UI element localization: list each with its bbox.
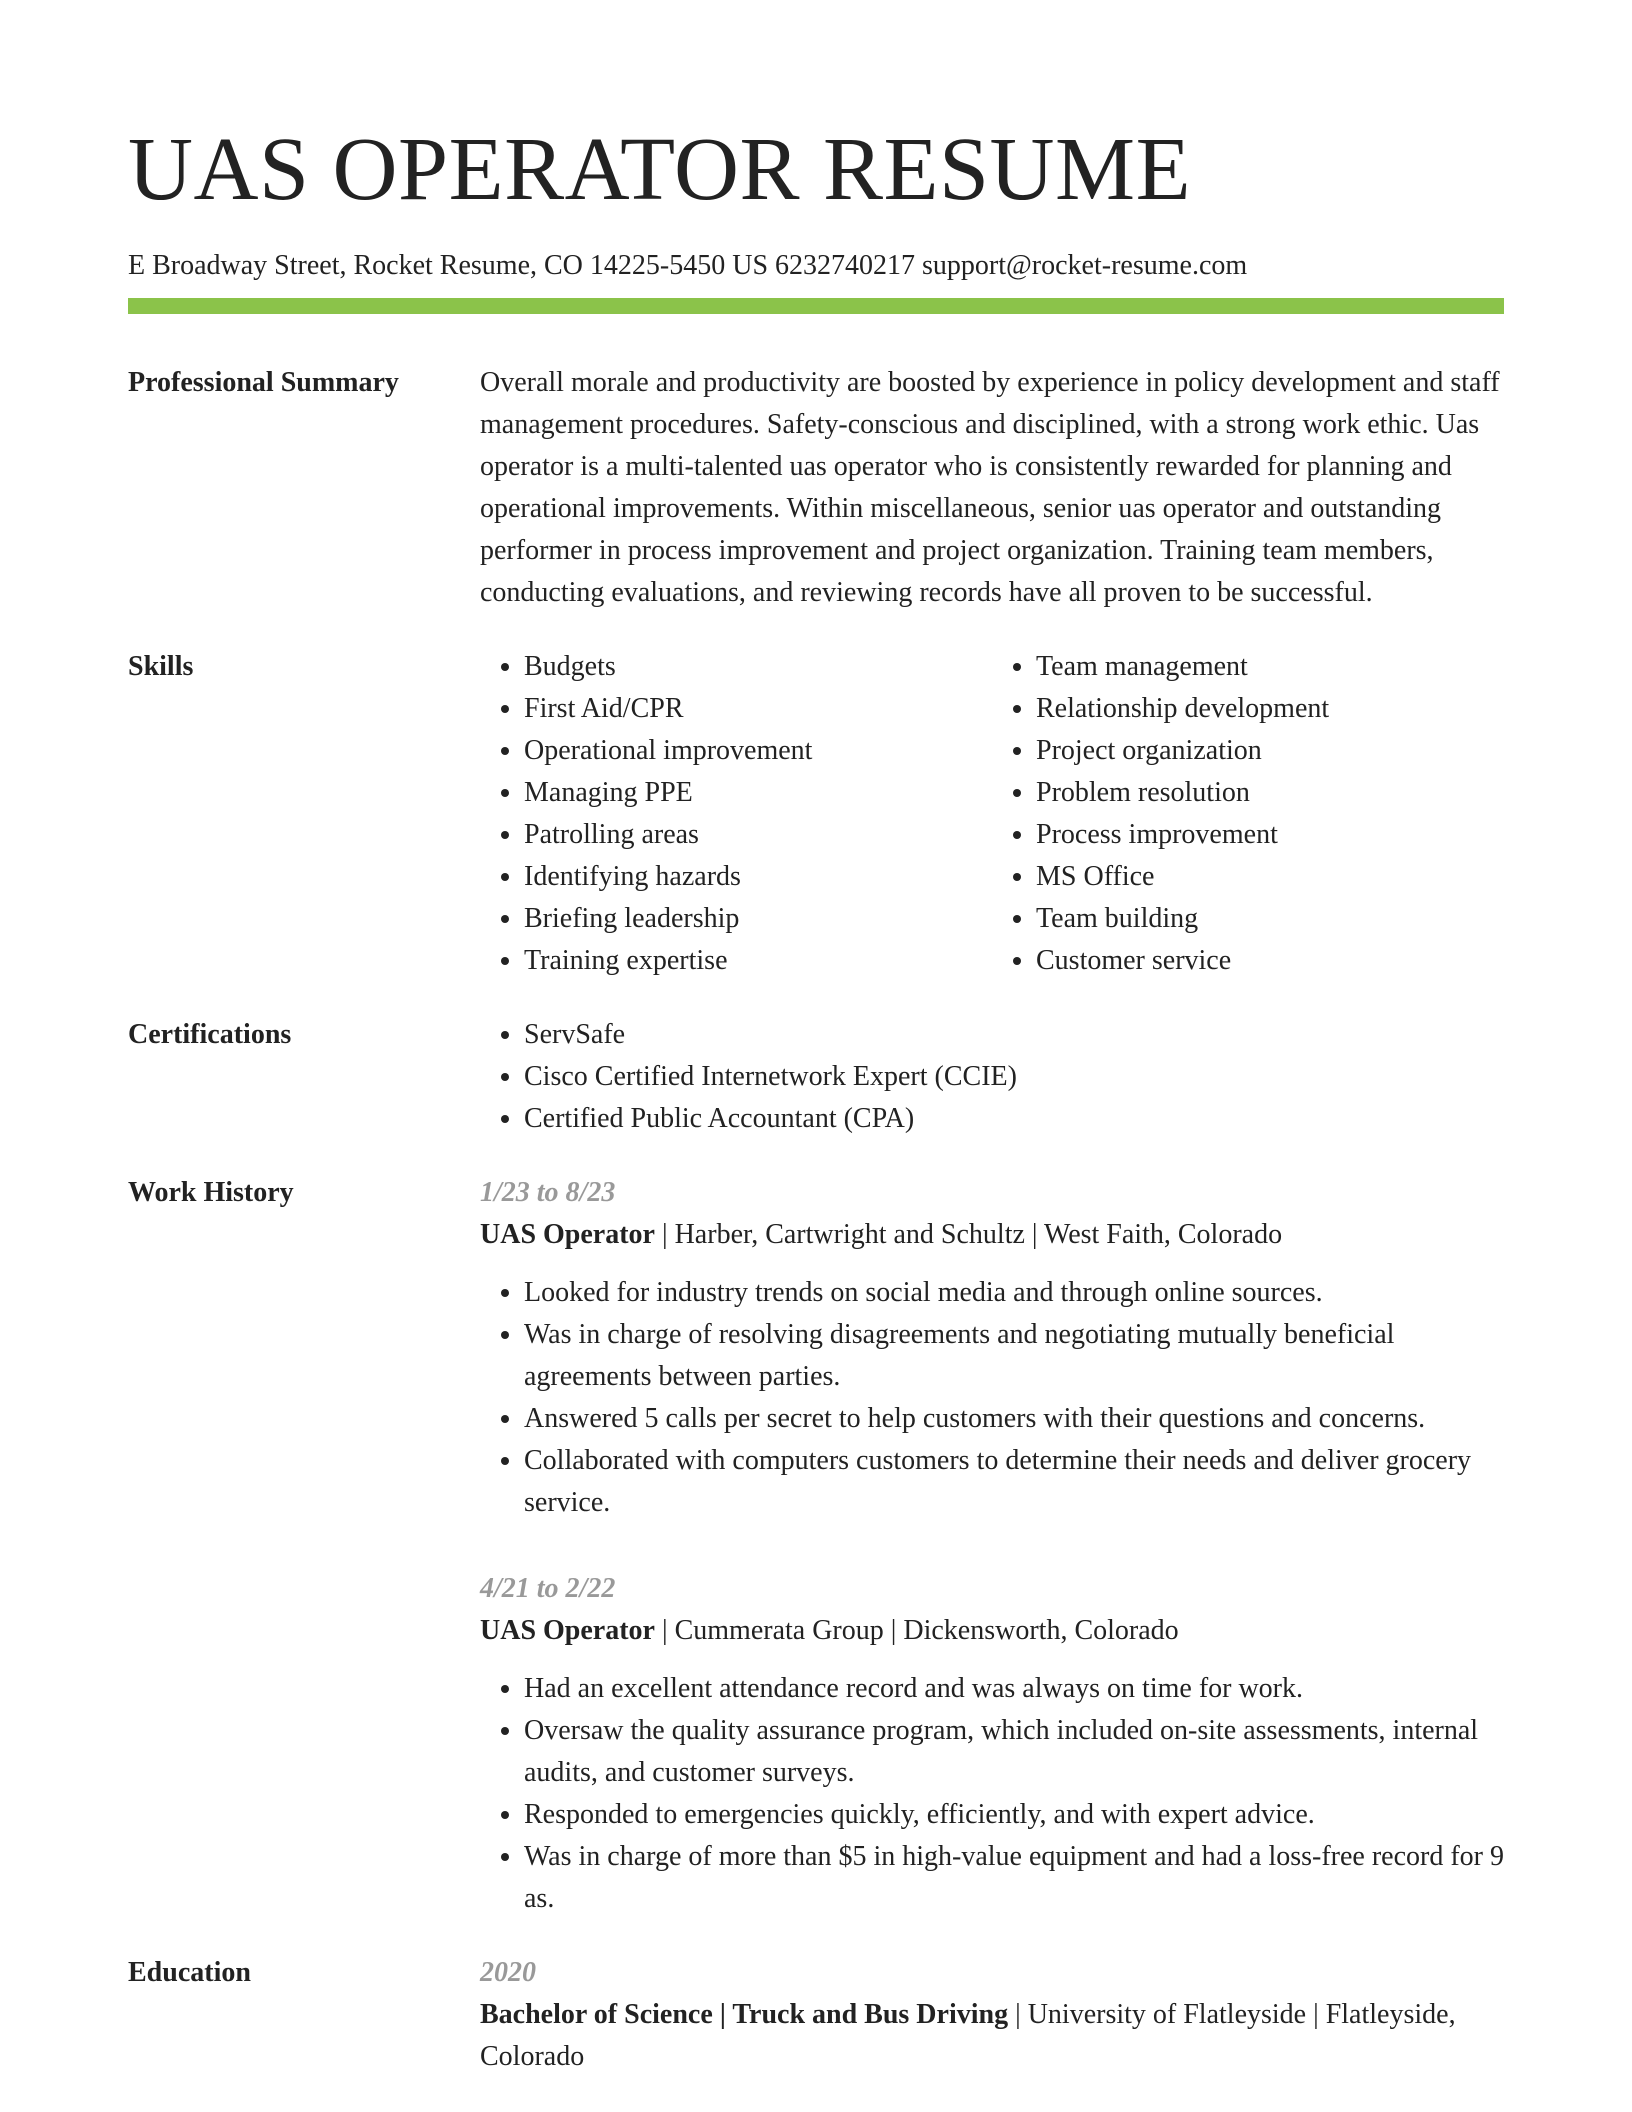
- job-dates: 1/23 to 8/23: [480, 1177, 616, 1208]
- job-details: | Cummerata Group | Dickensworth, Colorado: [654, 1615, 1179, 1646]
- skill-item: • Training expertise: [524, 940, 992, 982]
- skill-item: • Identifying hazards: [524, 856, 992, 898]
- certification-item: • Certified Public Accountant (CPA): [524, 1098, 1504, 1140]
- skill-item: • Team building: [1036, 898, 1504, 940]
- skill-item: • Briefing leadership: [524, 898, 992, 940]
- education-degree: Bachelor of Science | Truck and Bus Driving: [480, 1999, 1009, 2030]
- contact-line: E Broadway Street, Rocket Resume, CO 14225-5450 US 6232740217 support@rocket-resume.com: [128, 250, 1248, 281]
- skill-item: • Patrolling areas: [524, 814, 992, 856]
- skills-section: [128, 646, 1504, 982]
- resume-page: [128, 0, 1504, 2078]
- job-dates: 4/21 to 2/22: [480, 1573, 616, 1604]
- job-header: [480, 1610, 1504, 1652]
- education-label: Education: [128, 1957, 251, 1988]
- skill-item: • Project organization: [1036, 730, 1504, 772]
- job-bullets: [480, 1668, 1504, 1920]
- skills-list-left: [480, 646, 992, 982]
- job-entry: [480, 1568, 1504, 1920]
- work-history-section: [128, 1172, 1504, 1920]
- skill-item: • Operational improvement: [524, 730, 992, 772]
- skills-label: Skills: [128, 651, 194, 682]
- skill-item: • Relationship development: [1036, 688, 1504, 730]
- work-history-label: Work History: [128, 1177, 294, 1208]
- job-bullets: [480, 1272, 1504, 1524]
- job-header: [480, 1214, 1504, 1256]
- summary-section: [128, 362, 1504, 614]
- job-bullet: • Was in charge of resolving disagreements and negotiating mutually beneficial agreements between parties.: [524, 1314, 1504, 1398]
- job-title: UAS Operator: [480, 1615, 655, 1646]
- skill-item: • Problem resolution: [1036, 772, 1504, 814]
- certification-item: • ServSafe: [524, 1014, 1504, 1056]
- summary-text: Overall morale and productivity are boosted by experience in policy development and staff management procedures. Safety-conscious and disciplined, with a strong work ethic. Uas operator is a multi-talented uas operator who is consistently rewarded for planning and operational improvements. Within miscellaneous, senior uas operator and outstanding performer in process improvement and project organization. Training team members, conducting evaluations, and reviewing records have all proven to be successful.: [480, 367, 1500, 608]
- job-bullet: • Answered 5 calls per secret to help customers with their questions and concerns.: [524, 1398, 1504, 1440]
- skill-item: • Team management: [1036, 646, 1504, 688]
- certifications-list: [480, 1014, 1504, 1140]
- job-entry: [480, 1172, 1504, 1524]
- skill-item: • First Aid/CPR: [524, 688, 992, 730]
- job-bullet: • Collaborated with computers customers to determine their needs and deliver grocery service.: [524, 1440, 1504, 1524]
- job-bullet: • Looked for industry trends on social media and through online sources.: [524, 1272, 1504, 1314]
- certifications-section: [128, 1014, 1504, 1140]
- job-title: UAS Operator: [480, 1219, 655, 1250]
- education-school: | University of Flatleyside | Flatleyside, Colorado: [480, 1999, 1456, 2072]
- skills-list-right: [992, 646, 1504, 982]
- skill-item: • Managing PPE: [524, 772, 992, 814]
- job-bullet: • Was in charge of more than $5 in high-value equipment and had a loss-free record for 9 as.: [524, 1836, 1504, 1920]
- skill-item: • Budgets: [524, 646, 992, 688]
- job-bullet: • Had an excellent attendance record and was always on time for work.: [524, 1668, 1504, 1710]
- skill-item: • Customer service: [1036, 940, 1504, 982]
- skill-item: • Process improvement: [1036, 814, 1504, 856]
- skill-item: • MS Office: [1036, 856, 1504, 898]
- education-details: [480, 1994, 1504, 2078]
- education-year: 2020: [480, 1957, 536, 1988]
- education-section: [128, 1952, 1504, 2078]
- job-details: | Harber, Cartwright and Schultz | West Faith, Colorado: [654, 1219, 1283, 1250]
- job-bullet: • Responded to emergencies quickly, efficiently, and with expert advice.: [524, 1794, 1504, 1836]
- resume-title: UAS OPERATOR RESUME: [128, 120, 1192, 219]
- job-bullet: • Oversaw the quality assurance program, which included on-site assessments, internal audits, and customer surveys.: [524, 1710, 1504, 1794]
- certification-item: • Cisco Certified Internetwork Expert (CCIE): [524, 1056, 1504, 1098]
- certifications-label: Certifications: [128, 1019, 292, 1050]
- summary-label: Professional Summary: [128, 367, 399, 398]
- accent-divider: [128, 298, 1504, 314]
